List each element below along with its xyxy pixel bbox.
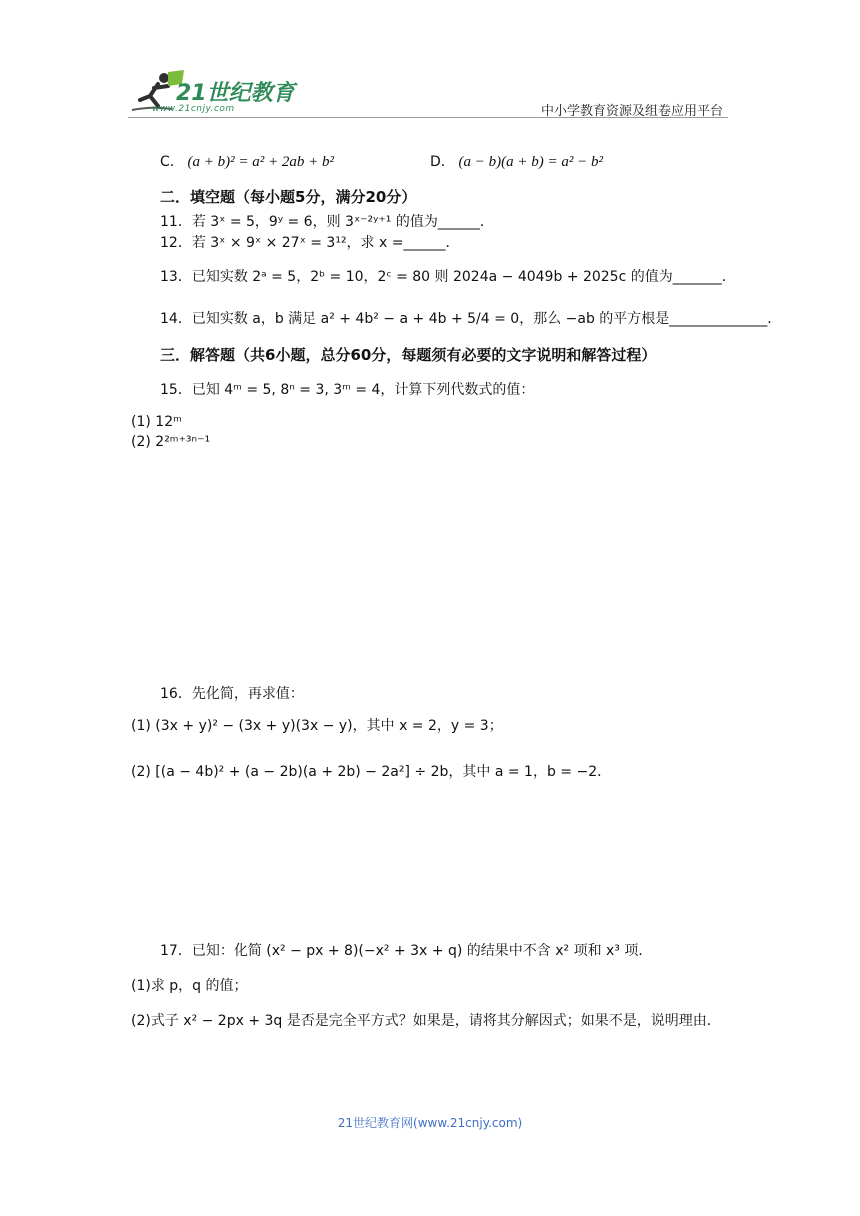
option-c — [160, 151, 334, 171]
question-13: 13．已知实数 2ᵃ = 5，2ᵇ = 10，2ᶜ = 80 则 2024a − 4049b + 2025c 的值为_______． — [160, 269, 736, 285]
question-12: 12．若 3ˣ × 9ˣ × 27ˣ = 3¹²，求 x =______． — [160, 235, 460, 251]
question-15-part-1: (1) 12ᵐ — [131, 414, 182, 430]
question-17-part-1: (1)求 p，q 的值； — [131, 978, 248, 994]
option-c-label: C． — [160, 154, 184, 170]
section-3-title: 三．解答题（共6小题，总分60分，每题须有必要的文字说明和解答过程） — [160, 346, 657, 364]
option-d — [430, 151, 603, 171]
question-14: 14．已知实数 a，b 满足 a² + 4b² − a + 4b + 5/4 = 0，那么 −ab 的平方根是______________． — [160, 311, 782, 327]
question-17: 17．已知：化简 (x² − px + 8)(−x² + 3x + q) 的结果中不含 x² 项和 x³ 项． — [160, 943, 653, 959]
option-c-formula: (a + b)² = a² + 2ab + b² — [187, 154, 335, 170]
site-logo — [128, 66, 298, 116]
question-16-part-2: (2) [(a − 4b)² + (a − 2b)(a + 2b) − 2a²] ÷ 2b，其中 a = 1，b = −2． — [131, 764, 612, 780]
question-17-part-2: (2)式子 x² − 2px + 3q 是否是完全平方式？如果是，请将其分解因式；如果不是，说明理由． — [131, 1013, 721, 1029]
question-16: 16．先化简，再求值： — [160, 686, 304, 702]
option-d-label: D． — [430, 154, 455, 170]
question-15: 15．已知 4ᵐ = 5, 8ⁿ = 3, 3ᵐ = 4，计算下列代数式的值： — [160, 382, 535, 398]
question-16-part-1: (1) (3x + y)² − (3x + y)(3x − y)，其中 x = 2，y = 3； — [131, 718, 503, 734]
logo-url: www.21cnjy.com — [152, 104, 235, 114]
question-15-part-2: (2) 2²ᵐ⁺³ⁿ⁻¹ — [131, 434, 211, 450]
header-divider — [128, 117, 728, 118]
platform-title: 中小学教育资源及组卷应用平台 — [540, 104, 723, 119]
option-d-formula: (a − b)(a + b) = a² − b² — [458, 154, 603, 170]
footer-link[interactable]: 21世纪教育网(www.21cnjy.com) — [337, 1116, 523, 1130]
logo-text: 21世纪教育 — [176, 81, 295, 106]
section-2-title: 二．填空题（每小题5分，满分20分） — [160, 188, 417, 206]
question-11: 11．若 3ˣ = 5，9ʸ = 6，则 3ˣ⁻²ʸ⁺¹ 的值为______． — [160, 214, 494, 230]
